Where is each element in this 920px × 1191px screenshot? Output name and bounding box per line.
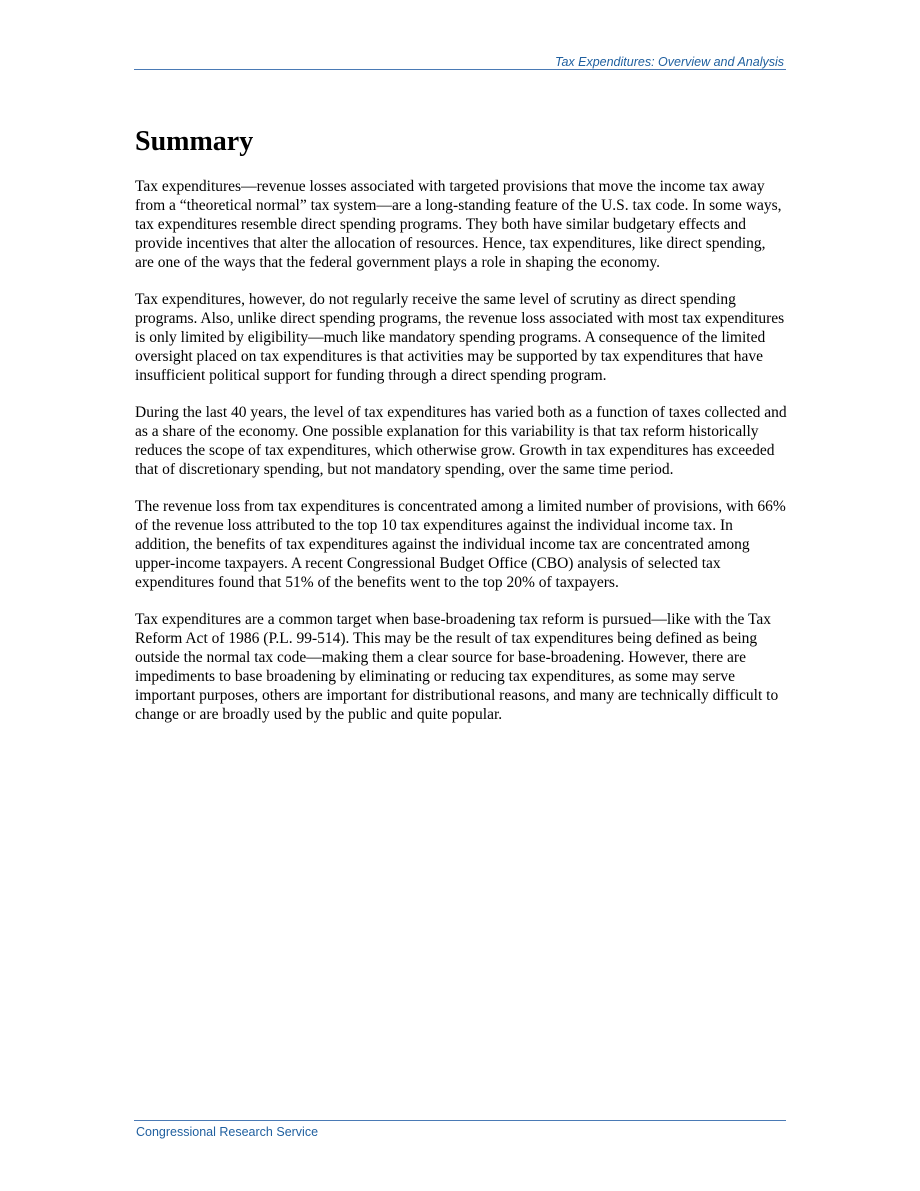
summary-paragraph-2: Tax expenditures, however, do not regularly receive the same level of scrutiny as direct spending programs. Also, unlike direct spending programs, the revenue loss associated with most tax expenditures is only limited by eligibility—much like mandatory spending programs. A consequence of the limited oversight placed on tax expenditures is that activities may be supported by tax expenditures that have insufficient political support for funding through a direct spending program. bbox=[135, 291, 785, 384]
summary-paragraph-3: During the last 40 years, the level of tax expenditures has varied both as a function of taxes collected and as a share of the economy. One possible explanation for this variability is that tax reform historically reduces the scope of tax expenditures, which otherwise grow. Growth in tax expenditures has exceeded that of discretionary spending, but not mandatory spending, over the same time period. bbox=[135, 404, 787, 478]
running-header-title: Tax Expenditures: Overview and Analysis bbox=[554, 55, 784, 69]
summary-paragraph-5: Tax expenditures are a common target when base-broadening tax reform is pursued—like with the Tax Reform Act of 1986 (P.L. 99-514). This may be the result of tax expenditures being defined as being outside the normal tax code—making them a clear source for base-broadening. However, there are impediments to base broadening by eliminating or reducing tax expenditures, as some may serve important purposes, others are important for distributional reasons, and many are technically difficult to change or are broadly used by the public and quite popular. bbox=[135, 611, 779, 723]
summary-body bbox=[135, 177, 787, 742]
running-footer bbox=[134, 1120, 786, 1141]
footer-organization: Congressional Research Service bbox=[136, 1125, 319, 1139]
summary-paragraph-4: The revenue loss from tax expenditures is concentrated among a limited number of provisions, with 66% of the revenue loss attributed to the top 10 tax expenditures against the individual income tax. In addition, the benefits of tax expenditures against the individual income tax are concentrated among upper-income taxpayers. A recent Congressional Budget Office (CBO) analysis of selected tax expenditures found that 51% of the benefits went to the top 20% of taxpayers. bbox=[135, 498, 786, 591]
running-header bbox=[134, 53, 786, 70]
summary-paragraph-1: Tax expenditures—revenue losses associated with targeted provisions that move the income tax away from a “theoretical normal” tax system—are a long-standing feature of the U.S. tax code. In some ways, tax expenditures resemble direct spending programs. They both have similar budgetary effects and provide incentives that alter the allocation of resources. Hence, tax expenditures, like direct spending, are one of the ways that the federal government plays a role in shaping the economy. bbox=[135, 178, 782, 271]
page-title: Summary bbox=[135, 126, 254, 157]
